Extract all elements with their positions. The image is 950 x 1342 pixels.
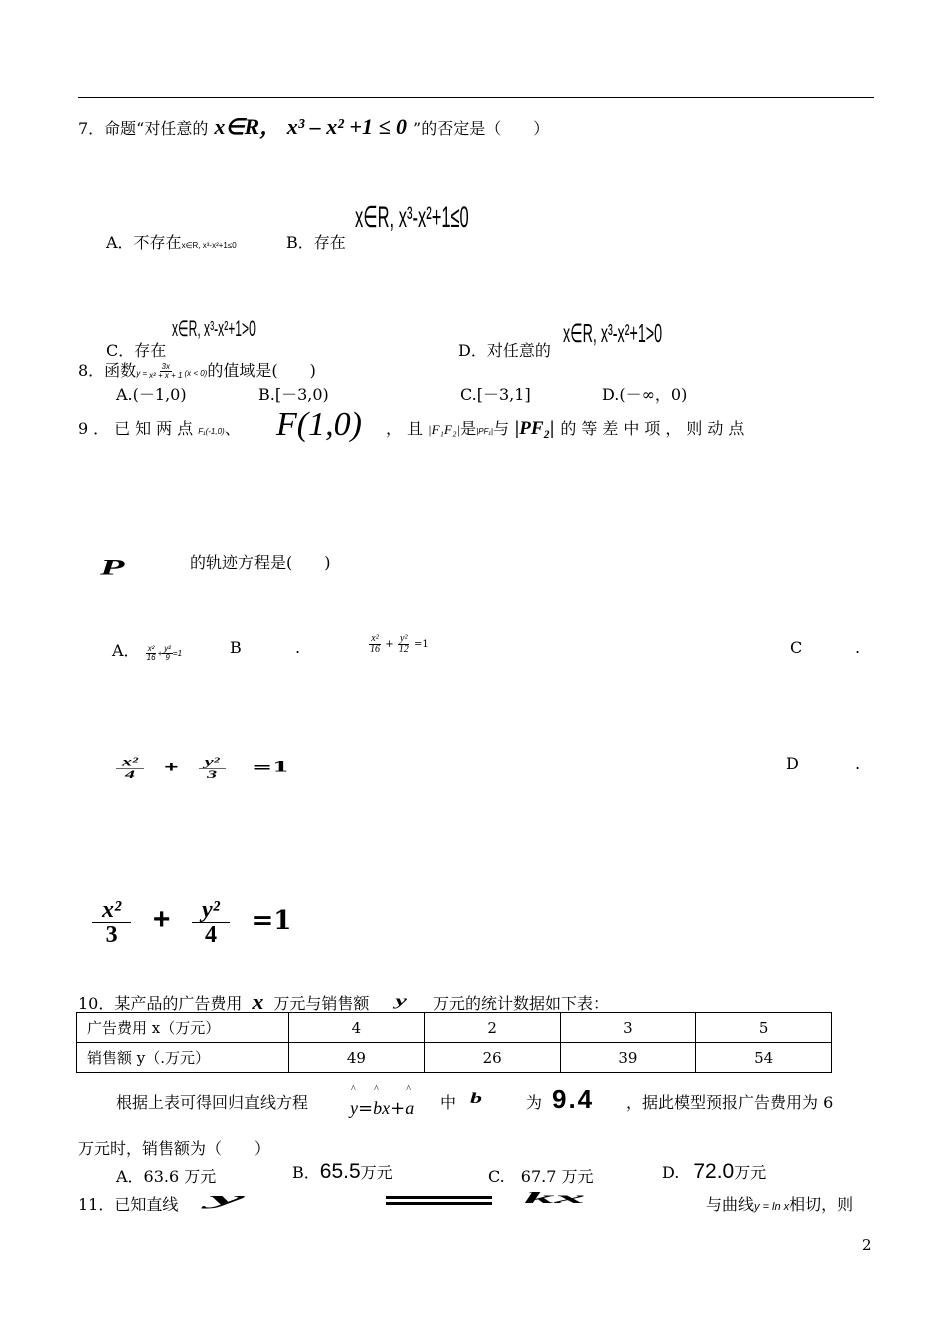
table-cell: 39 xyxy=(560,1043,696,1073)
q9-stem-cont xyxy=(386,416,749,440)
q8-option-c: C.[－3,1] xyxy=(460,385,531,404)
q10-b-hat-wrap xyxy=(470,1090,482,1107)
table-row xyxy=(77,1043,832,1073)
q9-suffix: 的等差中项，则动点 xyxy=(560,419,750,438)
q10-option-d-value: 72.0 xyxy=(693,1160,735,1183)
q9-mid1: ，且 xyxy=(386,419,429,438)
q10-eq-a: ^ a xyxy=(405,1098,414,1119)
q11-y: y xyxy=(209,1188,245,1209)
q9-pf1: |PF₁| xyxy=(476,427,494,436)
q10-option-d-label: D. xyxy=(662,1163,680,1182)
q7-prefix: 7．命题“对任意的 xyxy=(78,119,209,138)
q8-prefix: 8．函数 xyxy=(78,361,137,380)
q9-option-d-label: D xyxy=(786,754,799,773)
q8-option-d: D.(－∞，0) xyxy=(602,385,688,404)
q7-math: x∈R， x³ – x² +1 ≤ 0 xyxy=(214,114,408,139)
q10-regression-eq xyxy=(350,1098,414,1119)
q11-y-wrap xyxy=(209,1188,245,1209)
q9-mid3: 与 xyxy=(493,419,510,438)
table-cell: 54 xyxy=(696,1043,832,1073)
q9-option-a xyxy=(112,638,182,662)
table-cell: 26 xyxy=(424,1043,560,1073)
q10-b-hat: b xyxy=(470,1091,482,1107)
q10-option-b-label: B． xyxy=(292,1163,320,1182)
q7-option-b-label: B．存在 xyxy=(286,233,346,252)
q9-mid2: 是 xyxy=(460,419,477,438)
q9-f1: F₁(-1,0) xyxy=(198,427,225,436)
q7-stem xyxy=(78,110,549,141)
q8-math-left: y = xyxy=(136,369,148,378)
q7-option-b-math: x∈R, x³-x²+1≤0 xyxy=(355,201,469,234)
q10-eq-b: ^ b xyxy=(373,1098,382,1119)
q10-suffix: 万元的统计数据如下表： xyxy=(432,994,609,1013)
table-header-cell: 销售额 y（.万元） xyxy=(77,1043,289,1073)
q10-y: y xyxy=(395,992,407,1009)
q9-option-d-math: $\frac{\text{x²}}{3}$ + $\frac{\text{y²}}{4}$ =1 xyxy=(92,898,291,947)
q7-option-a-math: x∈R, x³-x²+1≤0 xyxy=(181,241,237,250)
q11-kx-wrap xyxy=(524,1188,586,1207)
table-row xyxy=(77,1013,832,1043)
table-cell: 2 xyxy=(424,1013,560,1043)
q7-option-d-math-wrap xyxy=(563,318,743,349)
q7-option-a-label: A．不存在 xyxy=(106,233,182,252)
q7-option-d xyxy=(458,338,551,361)
q7-option-c-math: x∈R, x³-x²+1>0 xyxy=(172,316,256,341)
q9-option-d-dot: . xyxy=(855,754,861,773)
q9-option-a-math: $\frac{\text{x²}}{16}$ + $\frac{\text{y²}}{9}$ =1 xyxy=(146,644,183,663)
q8-suffix: 的值域是( ) xyxy=(207,361,316,380)
q10-x: x xyxy=(252,989,264,1014)
q10-text2: 中 xyxy=(440,1093,457,1112)
q9-f1f2: |F₁F₂| xyxy=(428,422,461,437)
page-number: 2 xyxy=(862,1236,872,1254)
q10-text5: 万元时，销售额为（ ） xyxy=(78,1139,271,1158)
header-rule xyxy=(78,97,874,98)
q9-option-c-label: C xyxy=(790,638,803,657)
q10-b-value: 9.4 xyxy=(552,1084,595,1114)
q8-stem xyxy=(78,358,316,381)
q9-line2: 的轨迹方程是( ) xyxy=(190,553,331,572)
q9-prefix: 9．已知两点 xyxy=(78,419,199,438)
q10-mid: 万元与销售额 xyxy=(273,994,370,1013)
q10-eq-y: ^ y xyxy=(350,1098,358,1119)
table-header-cell: 广告费用 x（万元） xyxy=(77,1013,289,1043)
q10-eq-x: x xyxy=(382,1098,391,1118)
q9-pf2: |PF₂| xyxy=(515,418,555,439)
q10-option-b-unit: 万元 xyxy=(360,1163,393,1182)
q9-f2-wrap xyxy=(276,404,362,444)
q8-option-a: A.(－1,0) xyxy=(116,385,187,404)
q7-option-b xyxy=(286,230,346,253)
q9-f2: F(1,0) xyxy=(276,406,362,443)
table-cell: 49 xyxy=(289,1043,425,1073)
q9-option-c-math: $\frac{\text{x²}}{4}$ + $\frac{\text{y²}}{3}$ =1 xyxy=(116,756,289,781)
q7-option-d-math: x∈R, x³-x²+1>0 xyxy=(563,318,663,348)
q8-option-b: B.[－3,0) xyxy=(258,385,329,404)
q11-stem-cont xyxy=(706,1192,853,1215)
q9-p: P xyxy=(100,554,125,580)
q9-sep: 、 xyxy=(224,419,241,438)
q10-text3: 为 xyxy=(526,1093,543,1112)
q10-option-d-unit: 万元 xyxy=(734,1163,767,1182)
q7-suffix: ”的否定是（ ） xyxy=(413,119,550,138)
q10-option-b xyxy=(292,1160,393,1184)
q10-option-b-value: 65.5 xyxy=(319,1160,361,1183)
q11-curve: y = ln x xyxy=(754,1201,790,1213)
q11-mid: 与曲线 xyxy=(706,1195,755,1214)
q7-option-a xyxy=(106,230,237,253)
q11-kx: kx xyxy=(524,1188,586,1207)
q10-eq-plus: + xyxy=(390,1098,406,1119)
q10-option-a: A．63.6 万元 xyxy=(116,1167,217,1186)
q8-condition: (x < 0) xyxy=(184,369,208,378)
q10-option-d xyxy=(662,1160,766,1184)
q9-option-a-label: A． xyxy=(112,641,140,660)
q11-suffix: 相切，则 xyxy=(789,1195,854,1214)
q8-fraction: $\frac{3x}{\text{x² + x + 1}}$ xyxy=(149,362,183,380)
q10-eq-mid: = xyxy=(358,1098,374,1119)
table-cell: 3 xyxy=(560,1013,696,1043)
q10-data-table xyxy=(76,1012,832,1073)
q9-option-b-dot: . xyxy=(295,638,301,657)
table-cell: 4 xyxy=(289,1013,425,1043)
q9-option-c-dot: . xyxy=(855,638,861,657)
q7-option-b-math-wrap xyxy=(355,200,562,235)
q7-option-c-label: C．存在 xyxy=(106,341,167,360)
q10-text4: ，据此模型预报广告费用为 6 xyxy=(626,1093,834,1112)
q11-prefix: 11．已知直线 xyxy=(78,1195,179,1214)
q7-option-d-label: D．对任意的 xyxy=(458,341,551,360)
q7-option-c-math-wrap xyxy=(172,316,324,342)
table-cell: 5 xyxy=(696,1013,832,1043)
q9-stem xyxy=(78,416,241,439)
q10-text1: 根据上表可得回归直线方程 xyxy=(116,1093,309,1112)
q11-equals-sign xyxy=(386,1196,492,1205)
q9-option-b-label: B xyxy=(230,638,242,657)
q10-option-c: C. 67.7 万元 xyxy=(488,1167,594,1186)
q10-prefix: 10．某产品的广告费用 xyxy=(78,994,243,1013)
q9-p-wrap xyxy=(100,554,124,580)
q9-option-b-math: $\frac{\text{x²}}{16}$ + $\frac{\text{y²}}{12}$ =1 xyxy=(370,633,429,655)
